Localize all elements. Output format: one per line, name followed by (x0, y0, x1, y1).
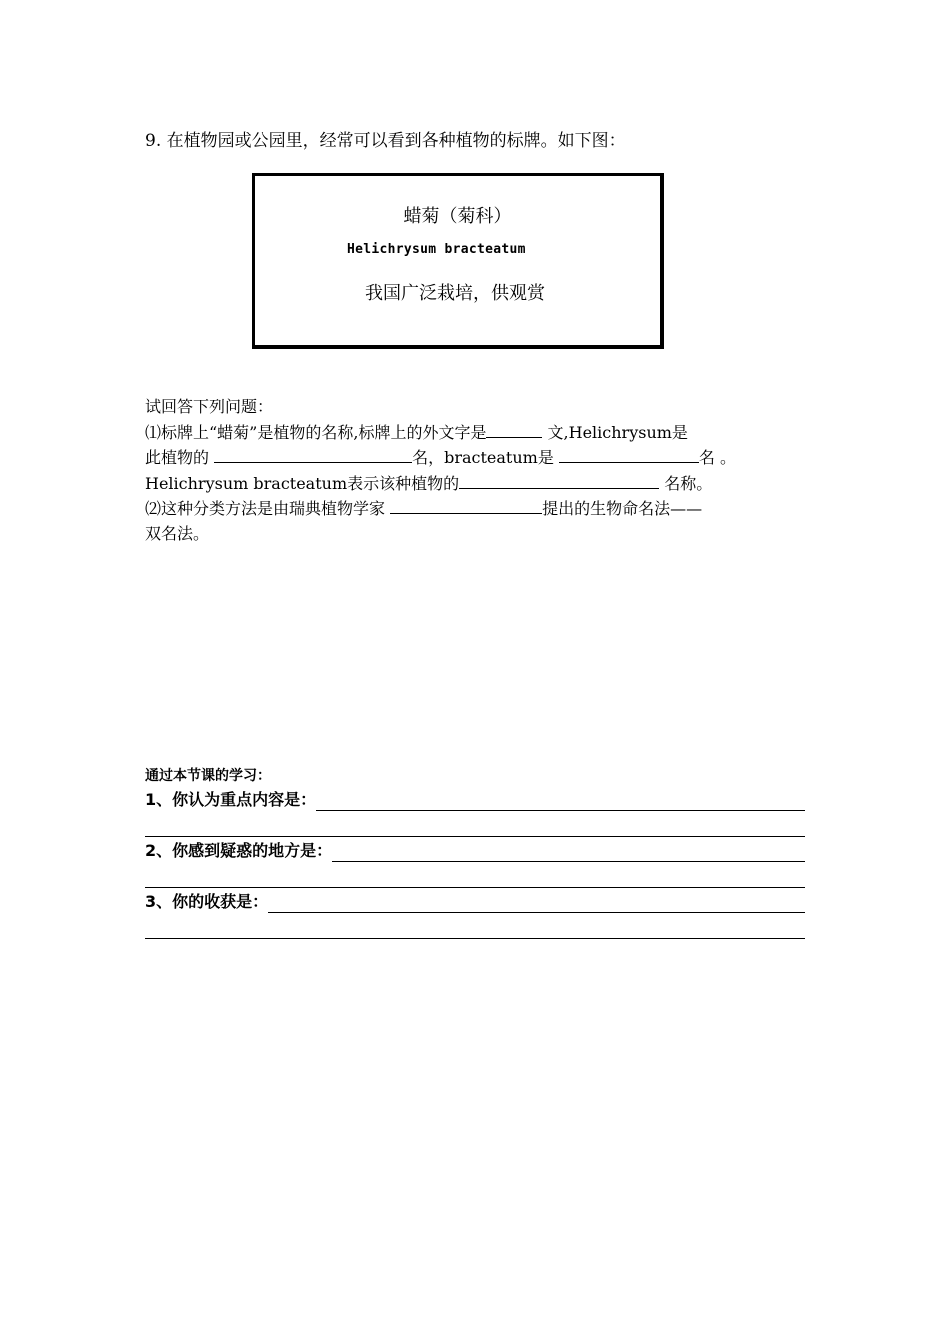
q2-text-b: 提出的生物命名法—— (542, 499, 703, 518)
answer-blank-botanist[interactable] (390, 496, 542, 514)
summary-item-1-answer-line[interactable] (316, 790, 805, 811)
sign-description: 我国广泛栽培，供观赏 (365, 283, 545, 304)
summary-item-2 (145, 837, 805, 862)
question-1-line-3 (145, 471, 810, 497)
summary-item-3-extra-line[interactable] (145, 913, 805, 939)
question-1-line-2 (145, 445, 810, 471)
question-2-line-2: 双名法。 (145, 523, 210, 543)
plant-sign (252, 173, 664, 349)
summary-item-3-label: 3、你的收获是： (145, 892, 269, 911)
summary-item-2-label: 2、你感到疑惑的地方是： (145, 841, 333, 860)
q1-text-d: 名，bracteatum是 (412, 448, 559, 467)
questions-intro: 试回答下列问题： (145, 397, 274, 416)
summary-heading: 通过本节课的学习： (145, 768, 271, 784)
summary-item-1-label: 1、你认为重点内容是： (145, 790, 317, 809)
sign-latin-name: Helichrysum bracteatum (347, 242, 526, 257)
answer-blank-genus[interactable] (214, 445, 412, 463)
q2-text-a: ⑵这种分类方法是由瑞典植物学家 (145, 499, 391, 518)
summary-item-1 (145, 786, 805, 811)
summary-item-2-answer-line[interactable] (332, 841, 805, 862)
answer-blank-species[interactable] (559, 445, 699, 463)
summary-item-3 (145, 888, 805, 913)
summary-item-2-extra-line[interactable] (145, 862, 805, 888)
answer-blank-language[interactable] (486, 420, 542, 438)
lesson-summary (145, 766, 805, 939)
q1-text-e: 名 。 (698, 448, 737, 467)
summary-item-3-answer-line[interactable] (268, 892, 805, 913)
question-block (145, 395, 810, 546)
q1-text-g: 名称。 (659, 473, 713, 493)
q1-text-a: ⑴标牌上“蜡菊”是植物的名称,标牌上的外文字是 (145, 422, 487, 442)
sign-chinese-name: 蜡菊（菊科） (403, 206, 512, 227)
question-9-title: 9. 在植物园或公园里，经常可以看到各种植物的标牌。如下图： (145, 131, 626, 151)
summary-item-1-extra-line[interactable] (145, 811, 805, 837)
answer-blank-name-type[interactable] (459, 471, 659, 489)
q1-text-f: Helichrysum bracteatum表示该种植物的 (145, 473, 460, 493)
q1-text-c: 此植物的 (145, 448, 215, 467)
question-1-line-1 (145, 420, 810, 446)
q1-text-b: 文,Helichrysum是 (542, 422, 688, 442)
question-2-line-1 (145, 496, 810, 522)
